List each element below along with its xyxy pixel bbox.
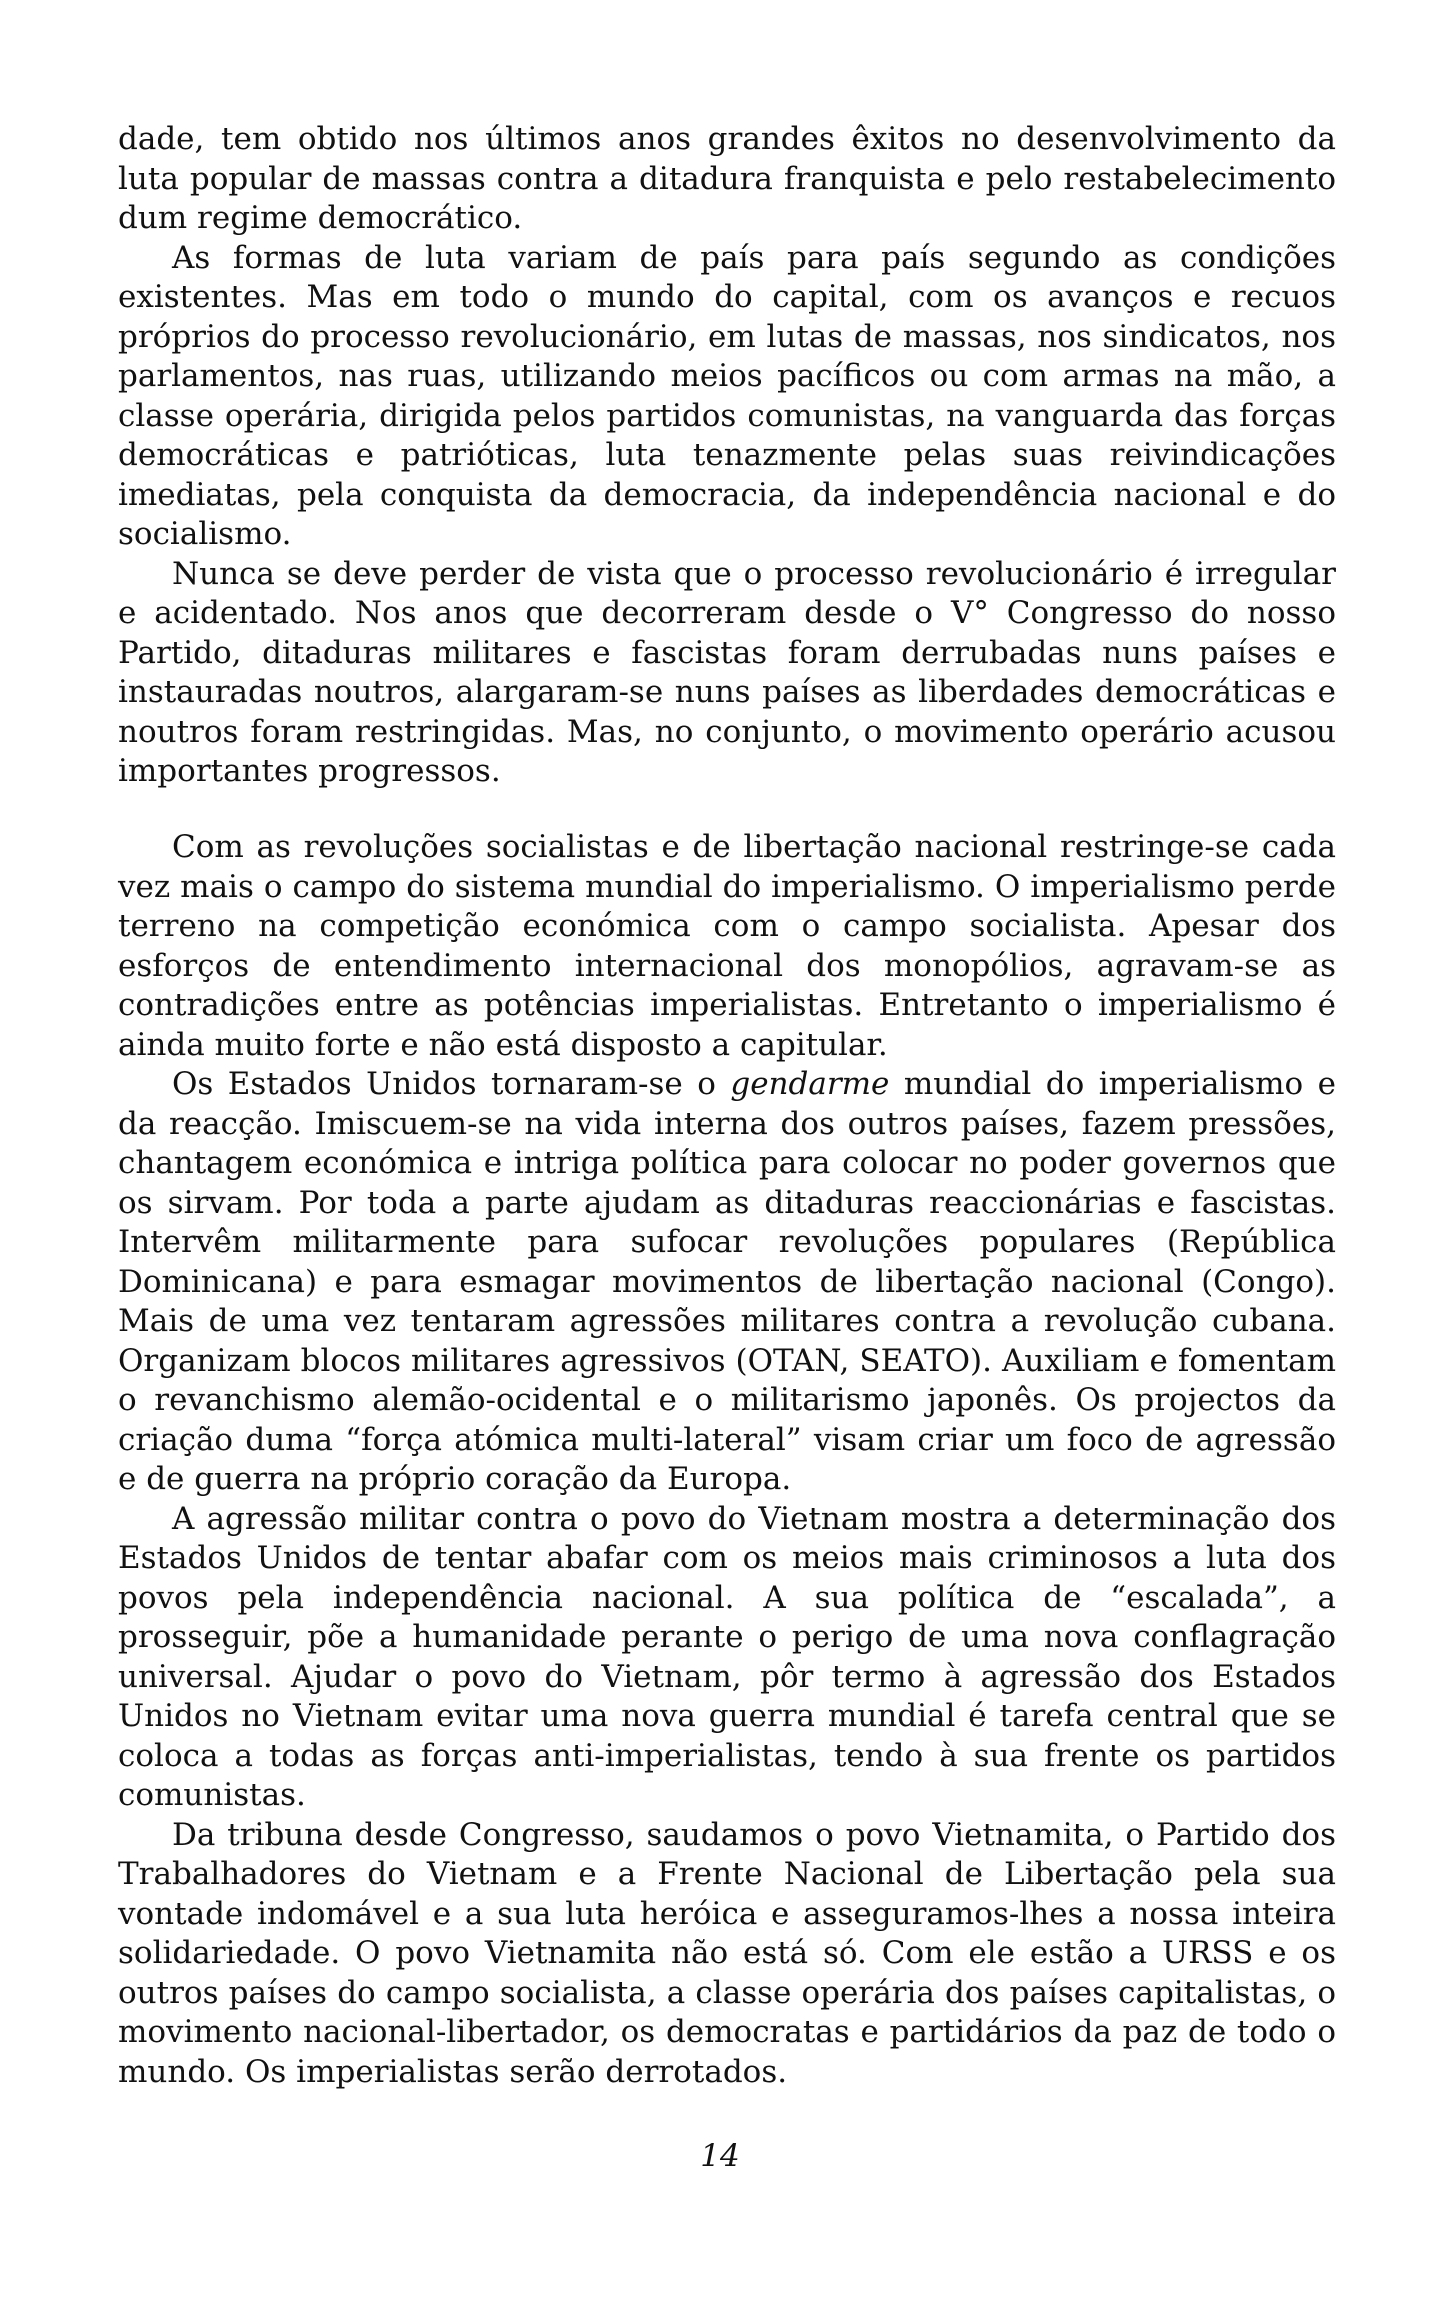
paragraph-socialist-revolutions: Com as revoluções socialistas e de libertação nacional restringe-se cada vez mais o campo do sistema mundial do imperialismo. O imperialismo perde terreno na competição económica com o campo socialista. Apesar dos esforços de entendimento internacional dos monopólios, agravam-se as contradições entre as potências imperialistas. Entretanto o imperialismo é ainda muito forte e não está disposto a capitular. — [118, 829, 1336, 1063]
page-number: 14 — [700, 2138, 740, 2174]
paragraph-forms-of-struggle: As formas de luta variam de país para país segundo as condições existentes. Mas em todo o mundo do capital, com os avanços e recuos próprios do processo revolucionário, em lutas de massas, nos sindicatos, nos parlamentos, nas ruas, utilizando meios pacíficos ou com armas na mão, a classe operária, dirigida pelos partidos comunistas, na vanguarda das forças democráticas e patrióticas, luta tenazmente pelas suas reivindicações imediatas, pela conquista da democracia, da independência nacional e do socialismo. — [118, 239, 1336, 552]
text-section-2 — [118, 828, 1336, 2092]
us-paragraph-rest: mundial do imperialismo e da reacção. Imiscuem-se na vida interna dos outros países, fazem pressões, chantagem económica e intriga política para colocar no poder governos que os sirvam. Por toda a parte ajudam as ditaduras reaccionárias e fascistas. Intervêm militarmente para sufocar revoluções populares (República Dominicana) e para esmagar movimentos de libertação nacional (Congo). Mais de uma vez tentaram agressões militares contra a revolução cubana. Organizam blocos militares agressivos (OTAN, SEATO). Auxiliam e fomentam o revanchismo alemão-ocidental e o militarismo japonês. Os projectos da criação duma “força atómica multi-lateral” visam criar um foco de agressão e de guerra na próprio coração da Europa. — [118, 1066, 1337, 1497]
paragraph-revolutionary-process: Nunca se deve perder de vista que o processo revolucionário é irregular e acidentado. Nos anos que decorreram desde o V° Congresso do nosso Partido, ditaduras militares e fascistas foram derrubadas nuns países e instauradas noutros, alargaram-se nuns países as liberdades democráticas e noutros foram restringidas. Mas, no conjunto, o movimento operário acusou importantes progressos. — [118, 555, 1336, 789]
paragraph-united-states — [118, 1065, 1336, 1500]
us-paragraph-start: Os Estados Unidos tornaram-se o — [172, 1066, 731, 1102]
gendarme-italic: gendarme — [730, 1066, 890, 1102]
paragraph-continuation: dade, tem obtido nos últimos anos grandes êxitos no desenvolvimento da luta popular de massas contra a ditadura franquista e pelo restabelecimento dum regime democrático. — [118, 121, 1336, 236]
text-section-1 — [118, 120, 1336, 792]
paragraph-vietnam-aggression: A agressão militar contra o povo do Vietnam mostra a determinação dos Estados Unidos de tentar abafar com os meios mais criminosos a luta dos povos pela independência nacional. A sua política de “escalada”, a prosseguir, põe a humanidade perante o perigo de uma nova conflagração universal. Ajudar o povo do Vietnam, pôr termo à agressão dos Estados Unidos no Vietnam evitar uma nova guerra mundial é tarefa central que se coloca a todas as forças anti-imperialistas, tendo à sua frente os partidos comunistas. — [118, 1500, 1336, 1813]
paragraph-solidarity: Da tribuna desde Congresso, saudamos o povo Vietnamita, o Partido dos Trabalhadores do Vietnam e a Frente Nacional de Libertação pela sua vontade indomável e a sua luta heróica e asseguramos-lhes a nossa inteira solidariedade. O povo Vietnamita não está só. Com ele estão a URSS e os outros países do campo socialista, a classe operária dos países capitalistas, o movimento nacional-libertador, os democratas e partidários da paz de todo o mundo. Os imperialistas serão derrotados. — [118, 1816, 1336, 2090]
